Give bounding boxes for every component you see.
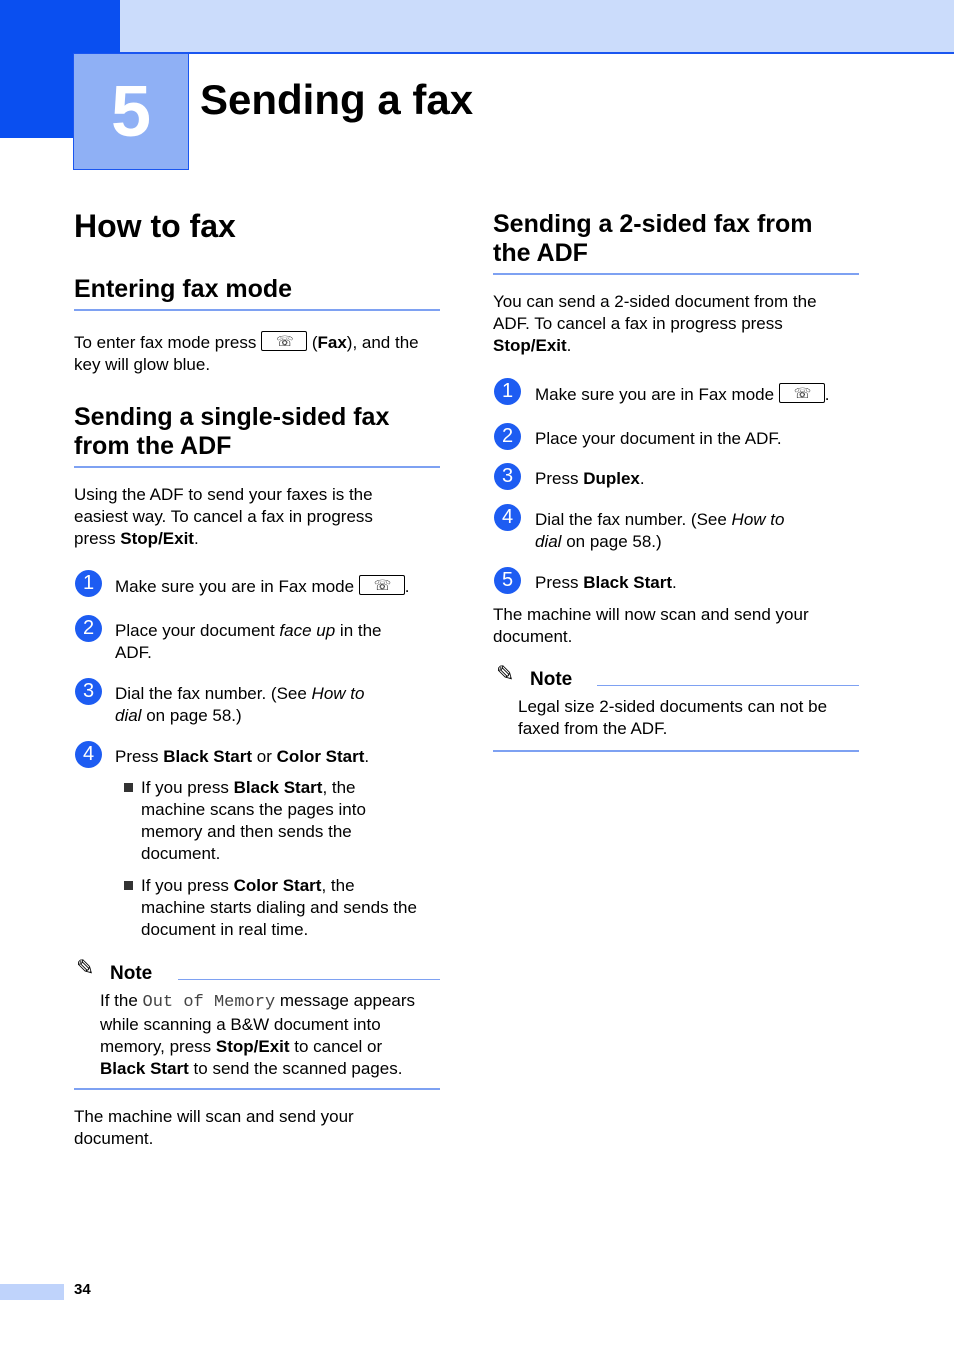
step-number: 4 bbox=[494, 504, 521, 531]
bullet-marker bbox=[124, 783, 133, 792]
chapter-number: 5 bbox=[73, 53, 189, 170]
fax-icon: ☏ bbox=[359, 575, 405, 595]
step-number: 1 bbox=[494, 378, 521, 405]
chapter-title: Sending a fax bbox=[200, 76, 474, 123]
step-number: 3 bbox=[494, 463, 521, 490]
step-text: Make sure you are in Fax mode ☏ . bbox=[535, 385, 830, 404]
section-rule bbox=[74, 466, 440, 468]
note-pencil-icon: ✎ bbox=[76, 955, 95, 980]
bullet-text: If you press Color Start, the machine starts dialing and sends the document in real time. bbox=[141, 876, 417, 939]
note-label: Note bbox=[530, 669, 573, 690]
two-sided-outro: The machine will now scan and send your document. bbox=[493, 605, 809, 646]
two-sided-intro: You can send a 2-sided document from the ADF. To cancel a fax in progress press Stop/Exit. bbox=[493, 292, 817, 355]
step-text: Press Black Start. bbox=[535, 573, 677, 592]
section-rule bbox=[74, 309, 440, 311]
note-label: Note bbox=[110, 963, 153, 984]
note-pencil-icon: ✎ bbox=[496, 661, 515, 686]
bullet-marker bbox=[124, 881, 133, 890]
bullet-text: If you press Black Start, the machine scans the pages into memory and then sends the document. bbox=[141, 778, 366, 863]
heading-single-sided: Sending a single-sided fax from the ADF bbox=[74, 403, 390, 460]
heading-two-sided: Sending a 2-sided fax from the ADF bbox=[493, 210, 813, 267]
step-text: Press Black Start or Color Start. bbox=[115, 747, 370, 766]
note-rule bbox=[597, 685, 859, 686]
step-text: Place your document face up in the ADF. bbox=[115, 621, 382, 662]
single-outro: The machine will scan and send your document. bbox=[74, 1107, 354, 1148]
note-bottom-rule bbox=[74, 1088, 440, 1090]
note-text: Legal size 2-sided documents can not be faxed from the ADF. bbox=[518, 697, 828, 738]
step-number: 3 bbox=[75, 678, 102, 705]
note-bottom-rule bbox=[493, 750, 859, 752]
step-text: Dial the fax number. (See How to dial on page 58.) bbox=[535, 510, 785, 551]
step-number: 2 bbox=[75, 615, 102, 642]
fax-icon: ☏ bbox=[779, 383, 825, 403]
page-number: 34 bbox=[74, 1281, 91, 1298]
top-band bbox=[0, 0, 954, 54]
heading-how-to-fax: How to fax bbox=[74, 208, 236, 244]
heading-entering-fax-mode: Entering fax mode bbox=[74, 275, 293, 303]
step-number: 1 bbox=[75, 570, 102, 597]
step-number: 4 bbox=[75, 741, 102, 768]
fax-icon: ☏ bbox=[261, 331, 307, 351]
step-number: 5 bbox=[494, 567, 521, 594]
step-text: Make sure you are in Fax mode ☏ . bbox=[115, 577, 410, 596]
entering-text: To enter fax mode press ☏ (Fax), and the key will glow blue. bbox=[74, 333, 419, 374]
note-text: If the Out of Memory message appears while scanning a B&W document into memory, press Stop/Exit to cancel or Black Start to send the scanned pages. bbox=[100, 991, 416, 1078]
note-rule bbox=[178, 979, 440, 980]
section-rule bbox=[493, 273, 859, 275]
step-text: Place your document in the ADF. bbox=[535, 429, 782, 448]
step-text: Press Duplex. bbox=[535, 469, 645, 488]
step-number: 2 bbox=[494, 423, 521, 450]
single-intro: Using the ADF to send your faxes is the easiest way. To cancel a fax in progress press Stop/Exit. bbox=[74, 485, 373, 548]
page-tab bbox=[0, 1284, 64, 1300]
step-text: Dial the fax number. (See How to dial on page 58.) bbox=[115, 684, 365, 725]
